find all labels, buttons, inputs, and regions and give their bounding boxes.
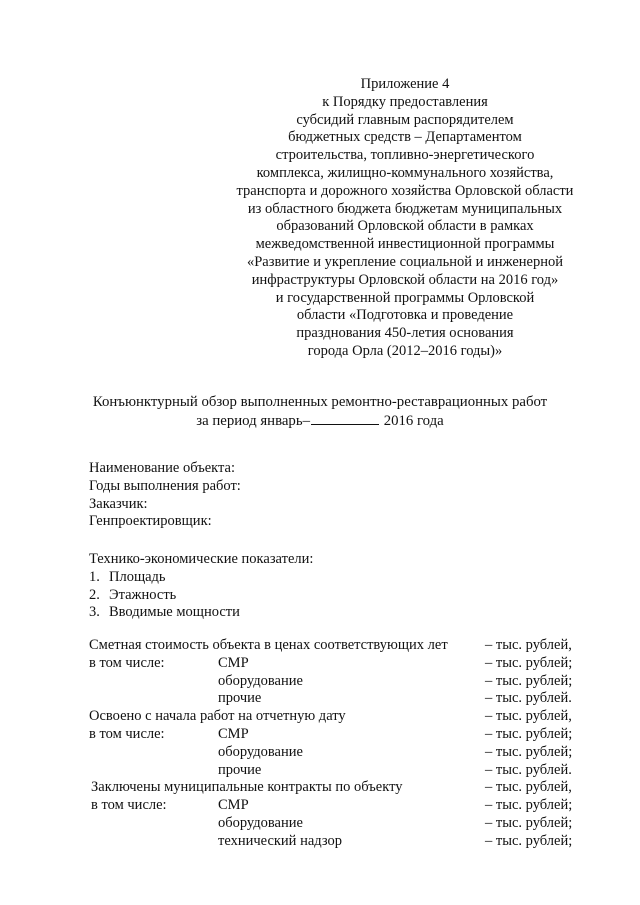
cost-row-item: СМР xyxy=(218,654,249,671)
cost-row xyxy=(89,690,589,708)
cost-row-item: оборудование xyxy=(218,814,303,831)
document-title xyxy=(40,393,600,431)
appendix-line: транспорта и дорожного хозяйства Орловской области xyxy=(236,182,574,199)
cost-row-label: в том числе: xyxy=(89,654,165,671)
cost-section xyxy=(89,637,589,851)
appendix-line: бюджетных средств – Департаментом xyxy=(288,129,522,146)
cost-row xyxy=(89,726,589,744)
tep-item-number: 1. xyxy=(89,568,100,585)
cost-row-label: Освоено с начала работ на отчетную дату xyxy=(89,708,346,725)
cost-row xyxy=(89,762,589,780)
cost-row-item: СМР xyxy=(218,725,249,742)
tep-item-label: Вводимые мощности xyxy=(109,604,240,621)
cost-row-item: прочие xyxy=(218,690,262,707)
cost-row-label: в том числе: xyxy=(89,725,165,742)
cost-row-unit: – тыс. рублей. xyxy=(485,690,572,707)
tep-item-number: 3. xyxy=(89,604,100,621)
cost-row xyxy=(89,744,589,762)
cost-row-item: оборудование xyxy=(218,743,303,760)
appendix-line: области «Подготовка и проведение xyxy=(296,307,514,324)
appendix-line: к Порядку предоставления xyxy=(322,93,488,110)
appendix-line: празднования 450-летия основания xyxy=(296,325,514,342)
period-blank-line xyxy=(311,412,379,425)
cost-row xyxy=(89,637,589,655)
cost-row-unit: – тыс. рублей. xyxy=(485,761,572,778)
cost-row-unit: – тыс. рублей; xyxy=(485,832,573,849)
tep-heading: Технико-экономические показатели: xyxy=(89,551,314,567)
cost-row-unit: – тыс. рублей, xyxy=(485,637,572,653)
cost-row xyxy=(89,779,589,797)
appendix-header xyxy=(215,76,595,361)
cost-row-item: СМР xyxy=(218,797,249,814)
cost-row-label: Заключены муниципальные контракты по объекту xyxy=(91,779,403,796)
appendix-line: межведомственной инвестиционной программы xyxy=(255,236,555,253)
appendix-line: города Орла (2012–2016 годы)» xyxy=(307,342,503,359)
appendix-line: субсидий главным распорядителем xyxy=(296,111,514,128)
title-period-suffix: 2016 года xyxy=(383,413,444,429)
appendix-line: из областного бюджета бюджетам муниципальных xyxy=(247,200,563,217)
cost-row-unit: – тыс. рублей, xyxy=(485,708,572,725)
field-object-name: Наименование объекта: xyxy=(89,460,235,476)
tep-item-label: Этажность xyxy=(109,586,177,603)
cost-row-unit: – тыс. рублей, xyxy=(485,779,572,796)
field-years: Годы выполнения работ: xyxy=(89,477,241,494)
cost-row-unit: – тыс. рублей; xyxy=(485,743,573,760)
title-line-2 xyxy=(40,412,600,431)
cost-row-item: технический надзор xyxy=(218,832,342,849)
cost-row-label: Сметная стоимость объекта в ценах соответствующих лет xyxy=(89,637,448,653)
appendix-line: и государственной программы Орловской xyxy=(275,289,535,306)
cost-row-unit: – тыс. рублей; xyxy=(485,654,573,671)
cost-row xyxy=(89,833,589,851)
appendix-line: образований Орловской области в рамках xyxy=(276,218,534,235)
tep-item-label: Площадь xyxy=(109,568,166,585)
cost-row xyxy=(89,797,589,815)
tep-item-number: 2. xyxy=(89,586,100,603)
tep-item xyxy=(89,604,313,622)
title-period-prefix: за период январь– xyxy=(196,413,310,429)
appendix-line: Приложение 4 xyxy=(360,76,450,92)
cost-row xyxy=(89,815,589,833)
cost-row-unit: – тыс. рублей; xyxy=(485,797,573,814)
title-line-1: Конъюнктурный обзор выполненных ремонтно-реставрационных работ xyxy=(92,394,548,410)
cost-row-label: в том числе: xyxy=(91,797,167,814)
field-customer: Заказчик: xyxy=(89,495,148,512)
appendix-line: комплекса, жилищно-коммунального хозяйства, xyxy=(256,164,554,181)
appendix-line: инфраструктуры Орловской области на 2016 год» xyxy=(251,271,559,288)
cost-row-item: прочие xyxy=(218,761,262,778)
appendix-line: «Развитие и укрепление социальной и инженерной xyxy=(246,253,563,270)
tep-item xyxy=(89,569,313,587)
tep-item xyxy=(89,587,313,605)
object-fields xyxy=(89,460,241,531)
tep-list xyxy=(89,569,313,622)
cost-row-item: оборудование xyxy=(218,672,303,689)
cost-row-unit: – тыс. рублей; xyxy=(485,725,573,742)
cost-row xyxy=(89,673,589,691)
cost-row-unit: – тыс. рублей; xyxy=(485,672,573,689)
technical-indicators xyxy=(89,551,313,622)
field-general-designer: Генпроектировщик: xyxy=(89,513,212,530)
appendix-line: строительства, топливно-энергетического xyxy=(275,147,535,164)
cost-row xyxy=(89,655,589,673)
cost-row-unit: – тыс. рублей; xyxy=(485,814,573,831)
cost-row xyxy=(89,708,589,726)
